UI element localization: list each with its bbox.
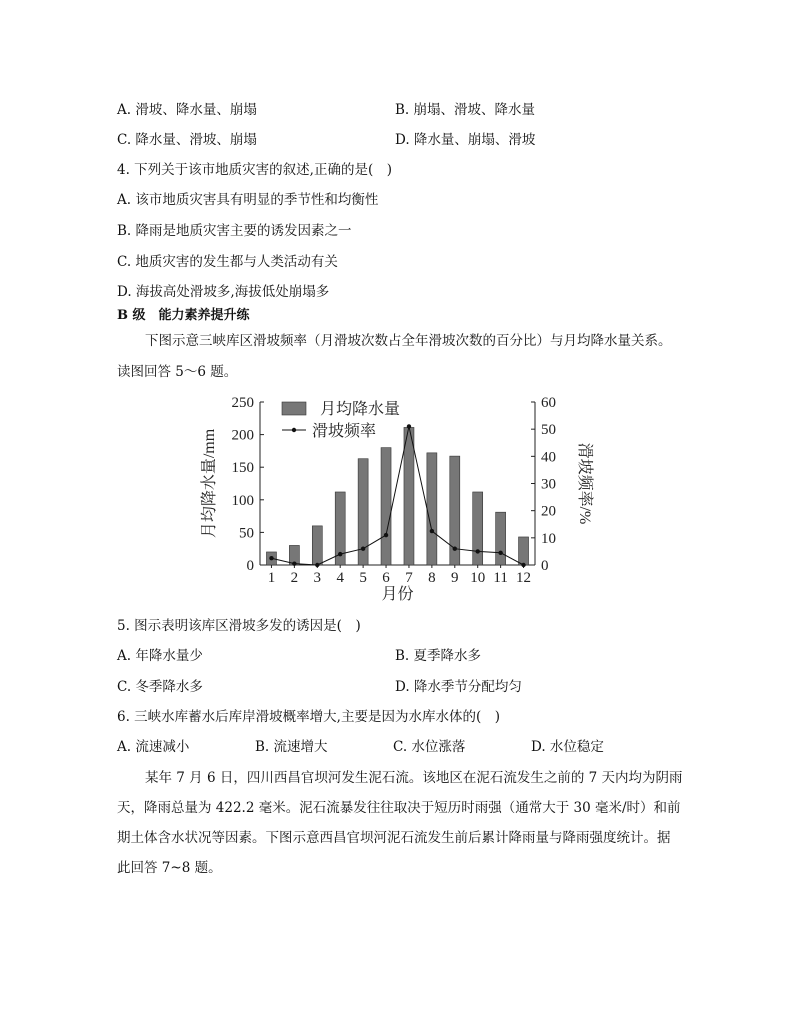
q5-option-d: D. 降水季节分配均匀 <box>395 679 522 695</box>
right-tick-label: 60 <box>541 395 556 411</box>
left-tick-label: 50 <box>239 525 254 542</box>
q5-option-a: A. 年降水量少 <box>117 648 203 664</box>
x-tick-label: 11 <box>493 570 508 586</box>
line-point <box>407 424 411 428</box>
legend-line-marker <box>292 428 296 432</box>
bar <box>312 526 322 565</box>
bar <box>473 492 483 565</box>
bar <box>404 427 414 565</box>
bar <box>496 512 506 565</box>
q6-option-c: C. 水位涨落 <box>393 739 466 755</box>
line-point <box>498 551 502 555</box>
right-tick-label: 0 <box>541 558 549 574</box>
x-tick-label: 4 <box>336 570 344 586</box>
q3-option-c: C. 降水量、滑坡、崩塌 <box>117 132 257 148</box>
left-tick-label: 200 <box>231 427 254 444</box>
intro-7-8-line1: 某年 7 月 6 日，四川西昌官坝河发生泥石流。该地区在泥石流发生之前的 7 天内均为阴雨 <box>145 770 683 786</box>
q5-option-b: B. 夏季降水多 <box>395 648 482 664</box>
x-tick-label: 7 <box>405 570 413 586</box>
line-point <box>521 563 525 567</box>
intro-5-6-line1: 下图示意三峡库区滑坡频率（月滑坡次数占全年滑坡次数的百分比）与月均降水量关系。 <box>145 333 672 349</box>
left-tick-label: 250 <box>231 395 254 411</box>
left-tick-label: 150 <box>231 460 254 477</box>
x-tick-label: 10 <box>470 570 486 586</box>
x-tick-label: 12 <box>516 570 532 586</box>
intro-7-8-line3: 期土体含水状况等因素。下图示意西昌官坝河泥石流发生前后累计降雨量与降雨强度统计。据 <box>117 830 671 846</box>
q6-option-d: D. 水位稳定 <box>531 739 604 755</box>
x-tick-label: 1 <box>267 570 276 586</box>
x-tick-label: 3 <box>313 570 322 586</box>
y-axis-right-label: 滑坡频率/% <box>576 442 593 525</box>
x-tick-label: 9 <box>451 570 459 586</box>
q6-stem: 6. 三峡水库蓄水后库岸滑坡概率增大,主要是因为水库水体的( ) <box>117 709 500 725</box>
right-tick-label: 30 <box>541 476 556 493</box>
bar <box>381 448 391 565</box>
intro-7-8-line4: 此回答 7~8 题。 <box>117 860 222 876</box>
q3-option-b: B. 崩塌、滑坡、降水量 <box>395 102 536 118</box>
right-tick-label: 20 <box>541 503 556 520</box>
left-tick-label: 0 <box>246 558 254 574</box>
intro-5-6-line2: 读图回答 5～6 题。 <box>117 364 238 380</box>
line-point <box>361 547 365 551</box>
intro-7-8-line2: 天，降雨总量为 422.2 毫米。泥石流暴发往往取决于短历时雨强（通常大于 30 毫米/时）和前 <box>117 800 681 816</box>
q4-option-b: B. 降雨是地质灾害主要的诱发因素之一 <box>117 223 352 239</box>
x-tick-label: 6 <box>382 570 390 586</box>
legend-bar-swatch <box>282 402 306 415</box>
q4-stem: 4. 下列关于该市地质灾害的叙述,正确的是( ) <box>117 162 392 178</box>
x-axis-label: 月份 <box>381 586 414 603</box>
y-axis-left-label: 月均降水量/mm <box>201 428 218 539</box>
q5-stem: 5. 图示表明该库区滑坡多发的诱因是( ) <box>117 618 361 634</box>
legend-label-rainfall: 月均降水量 <box>320 401 401 418</box>
line-point <box>453 547 457 551</box>
line-point <box>384 533 388 537</box>
q5-option-c: C. 冬季降水多 <box>117 679 203 695</box>
series-line-landslide <box>271 426 523 565</box>
legend-label-landslide: 滑坡频率 <box>312 423 377 440</box>
bar <box>427 453 437 565</box>
line-point <box>292 561 296 565</box>
line-point <box>430 529 434 533</box>
section-title: B 级 能力素养提升练 <box>117 308 250 323</box>
line-point <box>315 563 319 567</box>
x-tick-label: 8 <box>428 570 436 586</box>
line-point <box>338 552 342 556</box>
right-tick-label: 10 <box>541 530 556 547</box>
rainfall-landslide-chart <box>190 390 610 605</box>
q4-option-a: A. 该市地质灾害具有明显的季节性和均衡性 <box>117 192 379 208</box>
x-tick-label: 5 <box>359 570 367 586</box>
q6-option-a: A. 流速减小 <box>117 739 190 755</box>
line-point <box>269 556 273 560</box>
q6-option-b: B. 流速增大 <box>255 739 328 755</box>
right-tick-label: 50 <box>541 422 556 439</box>
q3-option-a: A. 滑坡、降水量、崩塌 <box>117 102 257 118</box>
q4-option-c: C. 地质灾害的发生都与人类活动有关 <box>117 254 338 270</box>
q4-option-d: D. 海拔高处滑坡多,海拔低处崩塌多 <box>117 284 330 300</box>
left-tick-label: 100 <box>231 492 254 509</box>
x-tick-label: 2 <box>290 570 299 586</box>
line-point <box>476 549 480 553</box>
right-tick-label: 40 <box>541 449 556 466</box>
bar <box>519 537 529 565</box>
q3-option-d: D. 降水量、崩塌、滑坡 <box>395 132 536 148</box>
